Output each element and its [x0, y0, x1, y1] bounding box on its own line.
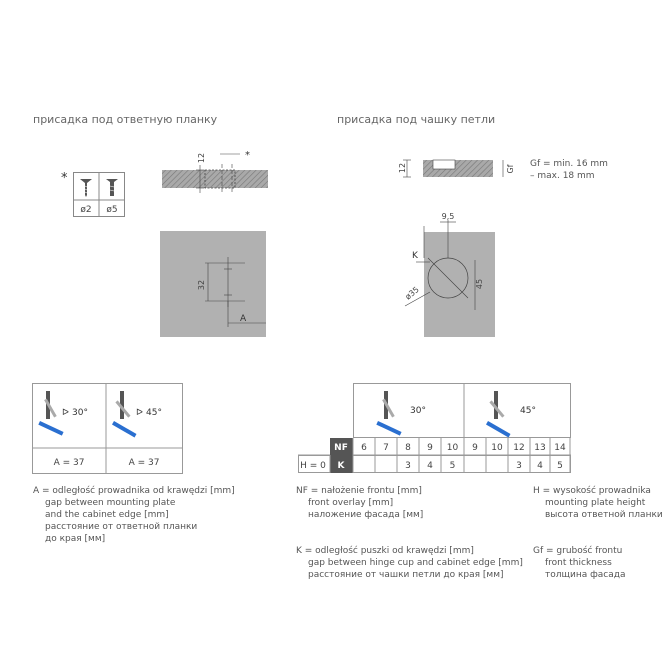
nf-cell: 14: [554, 443, 566, 453]
k-header: K: [337, 461, 345, 471]
k-cell: 3: [516, 461, 522, 471]
k-cell: 3: [405, 461, 411, 471]
angle-label-45: 45°: [146, 408, 162, 418]
k-cell: 4: [427, 461, 433, 471]
nf-cell: 10: [446, 443, 459, 453]
plate-star-label: *: [245, 150, 250, 161]
left-section-title: присадка под ответную планку: [33, 113, 218, 126]
legend-gf: Gf = grubość frontu front thickness толщина фасада: [533, 546, 626, 580]
hinge-k-label: K: [412, 251, 418, 261]
plate-thickness-label: 12: [197, 152, 206, 164]
nf-cell: 10: [491, 443, 503, 453]
hinge-distance-label: 45: [475, 278, 484, 290]
gf-max-note: – max. 18 mm: [530, 171, 595, 181]
nf-cell: 8: [405, 443, 411, 453]
hinge-45-icon: [112, 391, 143, 437]
svg-text:ᐅ: ᐅ: [62, 408, 69, 418]
hinge-cup-diameter-label: ø35: [403, 284, 421, 302]
k-cell: 4: [537, 461, 543, 471]
nf-cell: 7: [383, 443, 389, 453]
hinge-cross-section: [393, 148, 523, 188]
value-a-30: A = 37: [53, 458, 85, 468]
hinge-offset-label: 9,5: [441, 212, 455, 221]
value-a-45: A = 37: [128, 458, 160, 468]
legend-a: A = odległość prowadnika od krawędzi [mm] gap between mounting plate and the cabinet edge [mm] расстояние от ответной планки до края [мм]: [33, 486, 235, 544]
euro-screw-icon: [106, 179, 118, 196]
nf-cell: 13: [534, 443, 546, 453]
plate-edge-label: A: [240, 314, 247, 324]
screw-diameter-1: ø2: [80, 205, 92, 215]
h-label: H = 0: [300, 461, 326, 471]
overlay-angle-30: 30°: [410, 406, 426, 416]
hinge-front-view: [390, 210, 500, 340]
plate-front-view: [160, 231, 268, 339]
k-cell: 5: [557, 461, 563, 471]
hinge-gf-label: Gf: [506, 164, 515, 174]
nf-cell: 9: [427, 443, 433, 453]
angle-table-left: [32, 383, 184, 475]
overlay-hinge-45-icon: [486, 391, 511, 437]
right-section-title: присадка под чашку петли: [337, 113, 496, 126]
svg-text:ᐅ: ᐅ: [136, 408, 143, 418]
legend-k: K = odległość puszki od krawędzi [mm] gap between hinge cup and cabinet edge [mm] расстояние от чашки петли до края [мм]: [296, 546, 523, 580]
angle-label-30: 30°: [72, 408, 88, 418]
nf-cell: 12: [513, 443, 525, 453]
nf-cell: 9: [472, 443, 478, 453]
screw-table: [73, 172, 125, 218]
screw-diameter-2: ø5: [106, 205, 118, 215]
nf-cell: 6: [361, 443, 367, 453]
overlay-angle-45: 45°: [520, 406, 536, 416]
nf-header: NF: [334, 443, 348, 453]
overlay-hinge-30-icon: [376, 391, 401, 436]
gf-min-note: Gf = min. 16 mm: [530, 159, 608, 169]
legend-h: H = wysokość prowadnika mounting plate height высота ответной планки: [533, 486, 663, 520]
legend-nf: NF = nałożenie frontu [mm] front overlay [mm] наложение фасада [мм]: [296, 486, 424, 520]
k-cell: 5: [449, 461, 456, 471]
overlay-table: [298, 383, 572, 475]
plate-spacing-label: 32: [197, 279, 206, 291]
plate-cross-section: [150, 140, 280, 200]
hinge-30-icon: [38, 391, 69, 436]
countersunk-screw-icon: [80, 179, 92, 197]
hinge-thickness-label: 12: [398, 162, 407, 174]
screw-star: *: [61, 171, 68, 186]
